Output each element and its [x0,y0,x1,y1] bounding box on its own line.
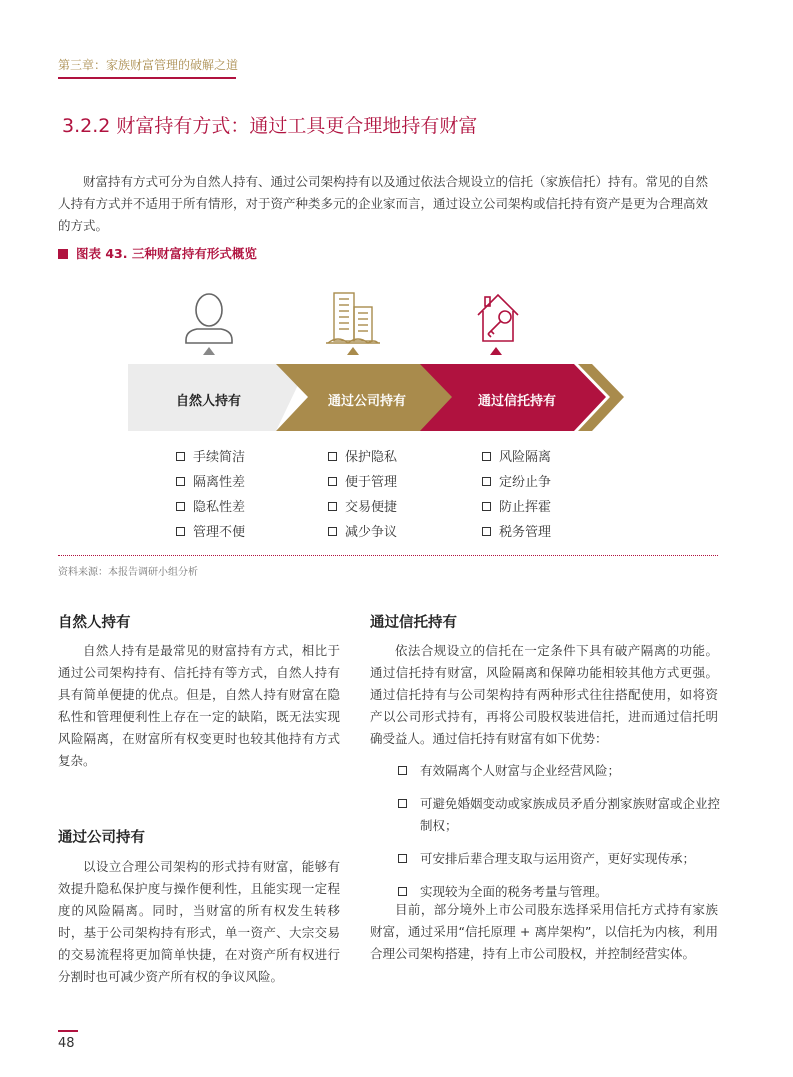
list-item: 有效隔离个人财富与企业经营风险； [398,760,728,782]
house-key-icon [478,295,518,341]
checkbox-icon [398,766,407,775]
list-item: 减少争议 [328,520,397,545]
header-rule [58,77,236,79]
checkbox-icon [398,887,407,896]
list-item: 手续简洁 [176,445,245,470]
buildings-icon [326,293,380,343]
list-item: 税务管理 [482,520,551,545]
company-features-list [328,445,397,545]
checkbox-icon [328,452,337,461]
list-item: 实现较为全面的税务考量与管理。 [398,881,728,903]
stage-label-natural: 自然人持有 [176,394,242,409]
checkbox-icon [176,477,185,486]
list-item: 风险隔离 [482,445,551,470]
checkbox-icon [482,527,491,536]
list-item: 可避免婚姻变动或家族成员矛盾分割家族财富或企业控制权； [398,793,728,837]
holding-forms-diagram [0,285,793,545]
list-item: 保护隐私 [328,445,397,470]
natural-holding-paragraph: 自然人持有是最常见的财富持有方式，相比于通过公司架构持有、信托持有等方式，自然人持有具有简单便捷的优点。但是，自然人持有财富在隐私性和管理便利性上存在一定的缺陷，既无法实现风险隔离，在财富所有权变更时也较其他持有方式复杂。 [58,643,340,768]
checkbox-icon [328,502,337,511]
checkbox-icon [482,452,491,461]
natural-holding-heading: 自然人持有 [58,615,131,631]
list-item: 管理不便 [176,520,245,545]
square-marker-icon [58,249,68,259]
trust-current-paragraph: 目前，部分境外上市公司股东选择采用信托方式持有家族财富，通过采用“信托原理 + 离岸架构”，以信托为内核，利用合理公司架构搭建，持有上市公司股权，并控制经营实体。 [370,902,718,961]
person-marker-icon [203,347,215,355]
source-divider [58,555,718,556]
list-item: 隔离性差 [176,470,245,495]
buildings-marker-icon [347,347,359,355]
stage-label-trust: 通过信托持有 [478,394,557,409]
source-note: 资料来源：本报告调研小组分析 [58,567,198,578]
checkbox-icon [482,502,491,511]
section-title: 3.2.2 财富持有方式：通过工具更合理地持有财富 [62,115,478,137]
person-icon [186,294,232,343]
list-item: 隐私性差 [176,495,245,520]
list-item: 便于管理 [328,470,397,495]
page-number: 48 [58,1036,75,1051]
chapter-header: 第三章：家族财富管理的破解之道 [58,58,239,72]
footer-rule [58,1030,78,1032]
house-key-marker-icon [490,347,502,355]
list-item: 定纷止争 [482,470,551,495]
trust-holding-paragraph: 依法合规设立的信托在一定条件下具有破产隔离的功能。通过信托持有财富，风险隔离和保障功能相较其他方式更强。通过信托持有与公司架构持有两种形式往往搭配使用，如将资产以公司形式持有，再将公司股权装进信托，进而通过信托明确受益人。通过信托持有财富有如下优势： [370,643,718,746]
checkbox-icon [176,502,185,511]
trust-advantages-list [398,760,728,914]
trust-features-list [482,445,551,545]
list-item: 交易便捷 [328,495,397,520]
company-holding-heading: 通过公司持有 [58,830,145,846]
company-holding-paragraph: 以设立合理公司架构的形式持有财富，能够有效提升隐私保护度与操作便利性，且能实现一定程度的风险隔离。同时，当财富的所有权发生转移时，基于公司架构持有形式，单一资产、大宗交易的交易流程将更加简单快捷，在对资产所有权进行分割时也可减少资产所有权的争议风险。 [58,859,340,984]
checkbox-icon [176,527,185,536]
trust-holding-heading: 通过信托持有 [370,615,457,631]
stage-label-company: 通过公司持有 [328,394,407,409]
checkbox-icon [328,527,337,536]
checkbox-icon [176,452,185,461]
checkbox-icon [398,854,407,863]
checkbox-icon [398,799,407,808]
checkbox-icon [328,477,337,486]
list-item: 可安排后辈合理支取与运用资产，更好实现传承； [398,848,728,870]
list-item: 防止挥霍 [482,495,551,520]
checkbox-icon [482,477,491,486]
figure-label-text: 图表 43. 三种财富持有形式概览 [76,246,257,261]
intro-paragraph: 财富持有方式可分为自然人持有、通过公司架构持有以及通过依法合规设立的信托（家族信托）持有。常见的自然人持有方式并不适用于所有情形，对于资产种类多元的企业家而言，通过设立公司架构或信托持有资产是更为合理高效的方式。 [58,174,709,233]
figure-label [58,244,257,262]
natural-features-list [176,445,245,545]
